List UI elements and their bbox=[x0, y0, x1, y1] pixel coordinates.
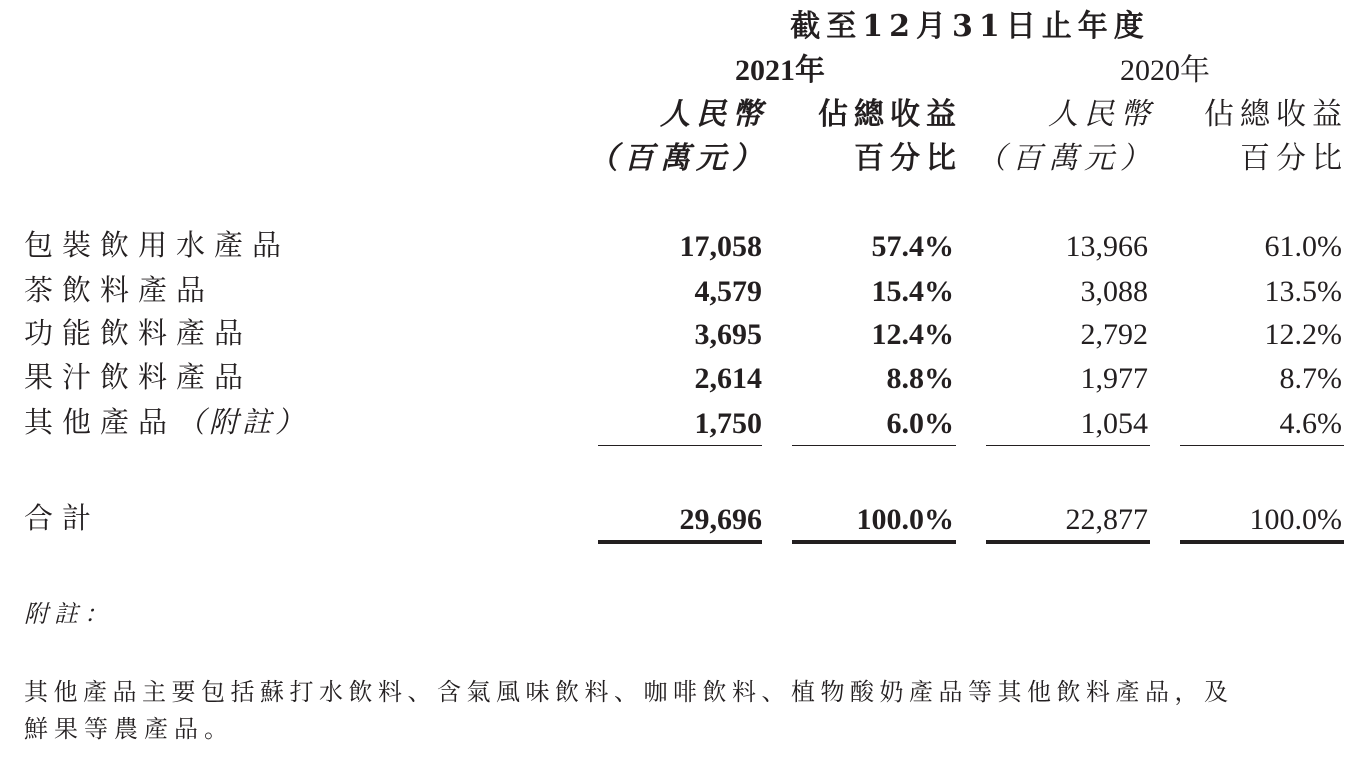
row-label-text: 其他產品 bbox=[24, 405, 177, 439]
row-label: 果汁飲料產品 bbox=[24, 360, 253, 394]
col-rmb-2021-line2: （百萬元） bbox=[588, 141, 768, 176]
col-rmb-2020-line2: （百萬元） bbox=[976, 141, 1156, 176]
pct-2020-cell: 12.2% bbox=[1264, 318, 1342, 351]
period-header: 截至12月31日止年度 bbox=[790, 9, 1150, 44]
pct-2020-cell: 61.0% bbox=[1264, 230, 1342, 263]
pct-2021-cell: 6.0% bbox=[886, 407, 954, 440]
total-rmb-2020: 22,877 bbox=[1065, 503, 1148, 536]
rmb-2020-cell: 2,792 bbox=[1080, 318, 1148, 351]
total-pct-2020: 100.0% bbox=[1249, 503, 1342, 536]
col-rmb-2020-line1: 人民幣 bbox=[1048, 97, 1156, 132]
note-title: 附註： bbox=[24, 600, 114, 628]
total-label: 合計 bbox=[24, 501, 101, 535]
total-rmb-2021: 29,696 bbox=[679, 503, 762, 536]
rmb-2020-cell: 1,054 bbox=[1080, 407, 1148, 440]
pct-2020-cell: 13.5% bbox=[1264, 275, 1342, 308]
total-pct-2021: 100.0% bbox=[856, 503, 954, 536]
pct-2021-cell: 57.4% bbox=[871, 230, 954, 263]
subtotal-rule-rmb-2020 bbox=[986, 445, 1150, 446]
year-2021-header: 2021年 bbox=[735, 54, 825, 87]
total-rule-pct-2020 bbox=[1180, 540, 1344, 544]
col-pct-2020-line1: 佔總收益 bbox=[1204, 97, 1348, 132]
pct-2021-cell: 12.4% bbox=[871, 318, 954, 351]
pct-2021-cell: 15.4% bbox=[871, 275, 954, 308]
rmb-2020-cell: 13,966 bbox=[1065, 230, 1148, 263]
pct-2020-cell: 4.6% bbox=[1279, 407, 1342, 440]
subtotal-rule-pct-2021 bbox=[792, 445, 956, 446]
col-pct-2020-line2: 百分比 bbox=[1240, 141, 1348, 176]
col-pct-2021-line2: 百分比 bbox=[854, 141, 962, 176]
rmb-2021-cell: 4,579 bbox=[694, 275, 762, 308]
rmb-2020-cell: 1,977 bbox=[1080, 362, 1148, 395]
note-line-1: 其他產品主要包括蘇打水飲料、含氣風味飲料、咖啡飲料、植物酸奶產品等其他飲料產品，及 bbox=[24, 678, 1234, 706]
year-2020-header: 2020年 bbox=[1120, 54, 1210, 87]
row-label-note: （附註） bbox=[176, 405, 309, 439]
subtotal-rule-rmb-2021 bbox=[598, 445, 762, 446]
rmb-2020-cell: 3,088 bbox=[1080, 275, 1148, 308]
note-line-2: 鮮果等農產品。 bbox=[24, 715, 234, 743]
rmb-2021-cell: 17,058 bbox=[679, 230, 762, 263]
rmb-2021-cell: 3,695 bbox=[694, 318, 762, 351]
subtotal-rule-pct-2020 bbox=[1180, 445, 1344, 446]
total-rule-pct-2021 bbox=[792, 540, 956, 544]
total-rule-rmb-2021 bbox=[598, 540, 762, 544]
row-label bbox=[24, 405, 309, 439]
total-rule-rmb-2020 bbox=[986, 540, 1150, 544]
row-label: 包裝飲用水產品 bbox=[24, 228, 291, 262]
pct-2020-cell: 8.7% bbox=[1279, 362, 1342, 395]
rmb-2021-cell: 2,614 bbox=[694, 362, 762, 395]
rmb-2021-cell: 1,750 bbox=[694, 407, 762, 440]
row-label: 功能飲料產品 bbox=[24, 316, 253, 350]
col-rmb-2021-line1: 人民幣 bbox=[660, 97, 768, 132]
col-pct-2021-line1: 佔總收益 bbox=[818, 97, 962, 132]
row-label: 茶飲料產品 bbox=[24, 273, 215, 307]
pct-2021-cell: 8.8% bbox=[886, 362, 954, 395]
